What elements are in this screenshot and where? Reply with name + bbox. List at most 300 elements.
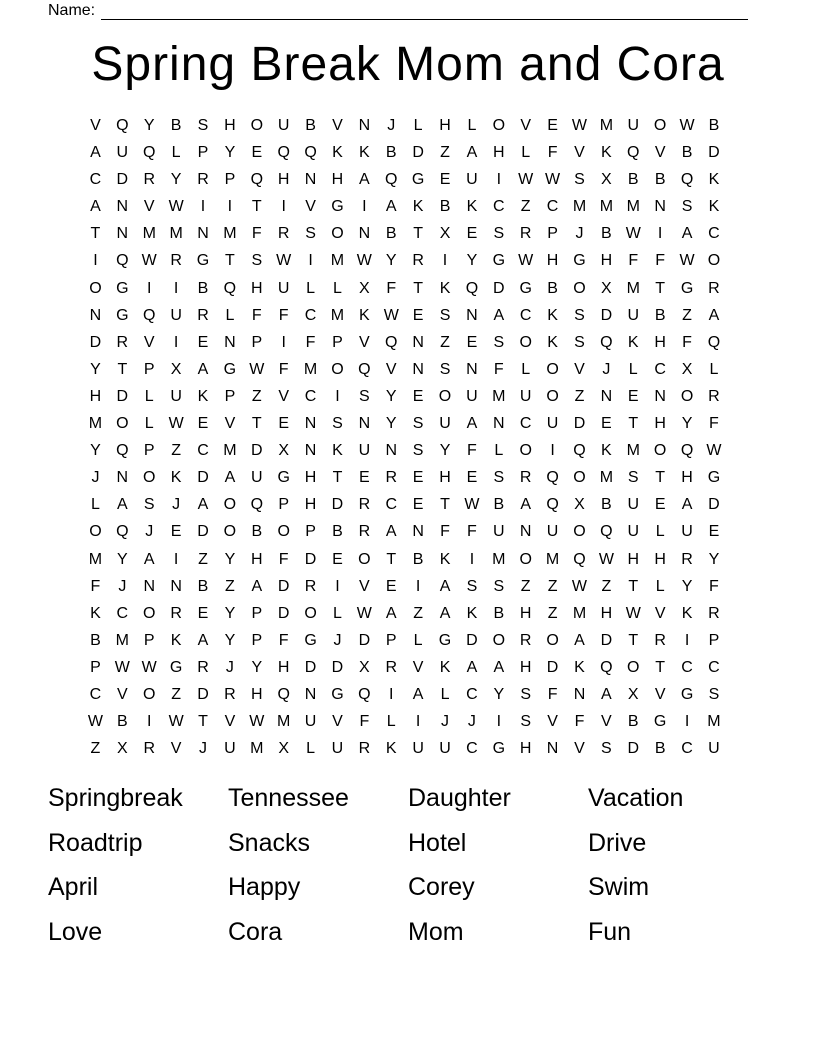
- grid-letter: F: [547, 685, 558, 703]
- grid-letter: S: [412, 415, 424, 433]
- grid-letter: X: [681, 360, 693, 378]
- grid-letter: R: [519, 469, 532, 487]
- grid-letter: H: [439, 117, 451, 134]
- grid-letter: C: [89, 685, 102, 703]
- grid-letter: W: [114, 658, 130, 676]
- grid-letter: I: [200, 198, 206, 216]
- grid-letter: V: [117, 685, 128, 703]
- grid-letter: I: [173, 279, 179, 297]
- grid-letter: S: [359, 387, 370, 405]
- grid-letter: C: [708, 658, 720, 676]
- grid-letter: M: [223, 225, 237, 243]
- grid-letter: E: [359, 469, 370, 487]
- grid-letter: S: [520, 685, 532, 703]
- grid-letter: T: [225, 252, 235, 270]
- grid-letter: S: [493, 225, 505, 243]
- grid-letter: E: [439, 171, 451, 189]
- grid-letter: J: [333, 631, 342, 649]
- grid-letter: J: [91, 469, 100, 487]
- grid-letter: N: [466, 360, 478, 378]
- grid-letter: W: [276, 252, 292, 270]
- grid-letter: M: [599, 198, 614, 216]
- grid-letter: Z: [547, 604, 558, 622]
- grid-letter: M: [303, 360, 318, 378]
- grid-letter: N: [116, 198, 129, 216]
- grid-letter: X: [601, 279, 612, 297]
- grid-letter: D: [493, 279, 505, 297]
- grid-letter: V: [601, 713, 612, 731]
- grid-letter: S: [466, 577, 478, 595]
- grid-letter: U: [412, 740, 424, 758]
- grid-letter: V: [574, 740, 585, 758]
- grid-letter: V: [547, 713, 558, 731]
- grid-letter: E: [412, 387, 424, 405]
- grid-letter: Y: [466, 252, 478, 270]
- grid-letter: A: [251, 577, 263, 595]
- grid-letter: Z: [574, 387, 585, 405]
- grid-letter: U: [224, 740, 236, 758]
- grid-letter: V: [305, 198, 316, 216]
- grid-letter: B: [385, 225, 397, 243]
- grid-letter: I: [469, 550, 475, 568]
- grid-letter: O: [89, 279, 102, 297]
- page-title: Spring Break Mom and Cora: [91, 38, 725, 91]
- grid-letter: U: [331, 740, 344, 758]
- grid-letter: M: [142, 225, 156, 243]
- grid-letter: W: [356, 604, 372, 622]
- grid-letter: N: [304, 442, 317, 460]
- grid-letter: T: [332, 469, 343, 487]
- grid-letter: Z: [440, 333, 450, 351]
- grid-letter: A: [412, 685, 424, 703]
- grid-letter: P: [251, 631, 263, 649]
- grid-letter: C: [466, 740, 478, 758]
- grid-letter: I: [281, 198, 286, 216]
- grid-letter: Q: [385, 171, 398, 189]
- grid-letter: W: [141, 252, 157, 270]
- name-blank-line: [101, 5, 748, 20]
- grid-letter: T: [198, 713, 208, 731]
- grid-letter: O: [653, 442, 667, 460]
- grid-letter: K: [708, 198, 720, 216]
- grid-letter: L: [386, 713, 396, 731]
- grid-letter: F: [305, 333, 316, 351]
- grid-letter: L: [494, 442, 504, 460]
- grid-letter: A: [197, 631, 209, 649]
- grid-letter: O: [573, 279, 586, 297]
- grid-letter: X: [439, 225, 451, 243]
- grid-letter: O: [573, 469, 586, 487]
- grid-letter: H: [681, 469, 693, 487]
- word-bank-item: Love: [48, 917, 103, 946]
- grid-letter: W: [571, 577, 588, 595]
- grid-letter: N: [143, 577, 155, 595]
- grid-letter: W: [571, 117, 588, 134]
- grid-letter: O: [546, 631, 559, 649]
- grid-letter: G: [116, 279, 129, 297]
- grid-letter: E: [197, 415, 209, 433]
- grid-letter: Q: [358, 360, 371, 378]
- grid-letter: O: [680, 387, 694, 405]
- grid-letter: Q: [116, 252, 129, 270]
- grid-letter: Q: [600, 523, 613, 541]
- grid-letter: N: [412, 523, 424, 541]
- grid-letter: R: [197, 171, 209, 189]
- grid-letter: N: [546, 740, 559, 758]
- grid-letter: Z: [198, 550, 208, 568]
- grid-letter: F: [547, 144, 558, 162]
- grid-letter: W: [625, 604, 641, 622]
- grid-letter: T: [413, 225, 424, 243]
- grid-letter: O: [331, 360, 344, 378]
- grid-letter: G: [438, 631, 452, 649]
- grid-letter: N: [385, 442, 398, 460]
- grid-letter: O: [492, 117, 506, 134]
- grid-letter: R: [654, 631, 666, 649]
- grid-letter: G: [304, 631, 317, 649]
- word-bank-item: Roadtrip: [48, 828, 143, 857]
- grid-letter: L: [655, 523, 665, 541]
- grid-letter: G: [331, 198, 344, 216]
- grid-letter: N: [358, 117, 371, 134]
- grid-letter: U: [519, 387, 532, 405]
- grid-letter: K: [359, 144, 370, 162]
- grid-letter: H: [304, 469, 317, 487]
- grid-letter: M: [492, 387, 506, 405]
- grid-letter: L: [521, 144, 531, 162]
- grid-letter: X: [117, 740, 128, 758]
- grid-letter: L: [709, 360, 719, 378]
- grid-letter: V: [143, 198, 155, 216]
- grid-letter: Z: [90, 740, 101, 758]
- grid-letter: N: [116, 469, 129, 487]
- grid-letter: A: [466, 415, 478, 433]
- grid-letter: H: [277, 171, 290, 189]
- grid-letter: I: [93, 252, 98, 270]
- grid-letter: O: [143, 685, 156, 703]
- grid-letter: G: [169, 658, 183, 676]
- grid-letter: N: [466, 306, 478, 324]
- grid-letter: A: [385, 604, 397, 622]
- grid-letter: K: [466, 198, 478, 216]
- grid-letter: F: [90, 577, 101, 595]
- grid-letter: P: [251, 333, 263, 351]
- grid-letter: V: [332, 117, 343, 134]
- grid-letter: S: [627, 469, 639, 487]
- grid-letter: T: [628, 577, 639, 595]
- grid-letter: L: [333, 279, 342, 297]
- grid-letter: C: [304, 306, 317, 324]
- grid-letter: I: [147, 279, 152, 297]
- grid-letter: T: [251, 415, 262, 433]
- grid-letter: D: [89, 333, 102, 351]
- grid-letter: F: [386, 279, 397, 297]
- grid-letter: S: [197, 117, 209, 134]
- grid-letter: Y: [224, 550, 236, 568]
- grid-letter: E: [412, 496, 424, 514]
- grid-letter: D: [277, 577, 290, 595]
- grid-letter: B: [90, 631, 101, 649]
- grid-letter: Q: [573, 550, 586, 568]
- grid-letter: P: [143, 442, 155, 460]
- grid-letter: L: [413, 117, 423, 134]
- grid-letter: H: [654, 415, 666, 433]
- grid-letter: F: [467, 442, 477, 460]
- grid-letter: L: [306, 279, 316, 297]
- grid-letter: C: [197, 442, 209, 460]
- grid-letter: W: [679, 252, 695, 270]
- grid-letter: B: [251, 523, 263, 541]
- word-bank-item: Swim: [588, 873, 650, 901]
- grid-letter: E: [278, 415, 290, 433]
- grid-letter: H: [519, 604, 532, 622]
- word-bank-item: Springbreak: [48, 784, 183, 812]
- grid-letter: K: [170, 469, 182, 487]
- grid-letter: G: [653, 713, 667, 731]
- grid-letter: V: [359, 577, 370, 595]
- grid-letter: O: [223, 523, 237, 541]
- grid-letter: J: [602, 360, 611, 378]
- grid-letter: F: [574, 713, 585, 731]
- grid-letter: U: [439, 415, 451, 433]
- grid-letter: M: [330, 306, 345, 324]
- grid-letter: H: [654, 550, 666, 568]
- grid-letter: B: [654, 740, 666, 758]
- grid-letter: B: [681, 144, 693, 162]
- grid-letter: D: [546, 658, 559, 676]
- grid-letter: A: [466, 658, 478, 676]
- grid-letter: Y: [385, 387, 397, 405]
- grid-letter: M: [277, 713, 291, 731]
- grid-letter: A: [197, 496, 209, 514]
- grid-letter: Q: [546, 469, 559, 487]
- grid-letter: B: [332, 523, 343, 541]
- grid-letter: A: [439, 604, 451, 622]
- grid-letter: J: [387, 117, 396, 134]
- grid-letter: V: [654, 144, 666, 162]
- grid-letter: K: [439, 658, 451, 676]
- grid-letter: R: [304, 577, 317, 595]
- grid-letter: W: [168, 713, 184, 731]
- grid-letter: N: [197, 225, 209, 243]
- grid-letter: D: [116, 387, 129, 405]
- grid-letter: D: [304, 550, 317, 568]
- grid-letter: O: [653, 117, 667, 134]
- grid-letter: G: [196, 252, 210, 270]
- grid-letter: K: [574, 658, 585, 676]
- grid-letter: D: [573, 415, 586, 433]
- grid-letter: R: [224, 685, 236, 703]
- word-bank-item: Corey: [408, 873, 475, 901]
- grid-letter: U: [627, 523, 640, 541]
- grid-letter: S: [412, 442, 424, 460]
- grid-letter: X: [278, 740, 290, 758]
- grid-letter: K: [385, 740, 397, 758]
- grid-letter: I: [173, 333, 179, 351]
- grid-letter: A: [493, 658, 505, 676]
- grid-letter: B: [117, 713, 128, 731]
- grid-letter: S: [305, 225, 316, 243]
- grid-letter: H: [304, 496, 317, 514]
- grid-letter: K: [466, 604, 478, 622]
- grid-letter: H: [251, 550, 263, 568]
- grid-letter: K: [439, 279, 451, 297]
- grid-letter: F: [493, 360, 504, 378]
- grid-letter: G: [492, 252, 506, 270]
- grid-letter: S: [708, 685, 720, 703]
- grid-letter: J: [575, 225, 584, 243]
- grid-letter: S: [439, 306, 451, 324]
- grid-letter: L: [467, 117, 477, 134]
- grid-letter: I: [550, 442, 555, 460]
- grid-letter: Q: [385, 333, 398, 351]
- grid-letter: Y: [708, 550, 720, 568]
- word-bank-item: April: [48, 873, 99, 901]
- name-label: Name:: [48, 2, 96, 19]
- grid-letter: U: [277, 117, 290, 134]
- grid-letter: O: [223, 496, 237, 514]
- grid-letter: I: [281, 333, 286, 351]
- grid-letter: F: [278, 360, 289, 378]
- grid-letter: Y: [224, 631, 236, 649]
- word-bank-item: Fun: [588, 917, 632, 946]
- grid-letter: Z: [547, 577, 558, 595]
- grid-letter: D: [116, 171, 129, 189]
- grid-letter: Y: [224, 144, 236, 162]
- grid-letter: V: [654, 685, 666, 703]
- grid-letter: V: [278, 387, 290, 405]
- grid-letter: Y: [90, 360, 101, 378]
- grid-letter: B: [601, 225, 612, 243]
- grid-letter: L: [440, 685, 450, 703]
- grid-letter: E: [197, 333, 209, 351]
- grid-letter: V: [224, 415, 236, 433]
- grid-letter: U: [546, 523, 559, 541]
- grid-letter: I: [415, 713, 421, 731]
- grid-letter: C: [708, 225, 720, 243]
- grid-letter: S: [493, 333, 505, 351]
- grid-letter: F: [278, 550, 289, 568]
- grid-letter: Q: [546, 496, 559, 514]
- grid-letter: L: [521, 360, 531, 378]
- grid-letter: F: [278, 631, 289, 649]
- grid-letter: M: [626, 279, 640, 297]
- grid-letter: T: [628, 415, 639, 433]
- grid-letter: K: [547, 306, 558, 324]
- grid-letter: E: [412, 469, 424, 487]
- grid-letter: W: [249, 360, 265, 378]
- grid-letter: B: [197, 577, 209, 595]
- grid-letter: D: [251, 442, 263, 460]
- grid-letter: O: [358, 550, 371, 568]
- grid-letter: V: [412, 658, 424, 676]
- grid-letter: H: [439, 469, 451, 487]
- grid-letter: Y: [251, 658, 263, 676]
- grid-letter: S: [574, 306, 585, 324]
- grid-letter: Z: [682, 306, 692, 324]
- grid-letter: B: [305, 117, 316, 134]
- word-bank-item: Happy: [228, 873, 301, 901]
- grid-letter: R: [708, 387, 720, 405]
- grid-letter: I: [147, 713, 152, 731]
- word-bank-item: Tennessee: [228, 784, 349, 812]
- grid-letter: D: [277, 604, 290, 622]
- grid-letter: Q: [116, 523, 129, 541]
- grid-letter: Y: [493, 685, 505, 703]
- grid-letter: O: [546, 387, 559, 405]
- grid-letter: G: [277, 469, 290, 487]
- grid-letter: P: [197, 144, 209, 162]
- grid-letter: N: [358, 225, 371, 243]
- grid-letter: U: [439, 740, 451, 758]
- grid-letter: B: [654, 171, 666, 189]
- grid-letter: P: [305, 523, 316, 541]
- grid-letter: I: [684, 713, 690, 731]
- grid-letter: C: [89, 171, 102, 189]
- grid-letter: O: [519, 333, 532, 351]
- grid-letter: Y: [117, 550, 128, 568]
- grid-letter: U: [681, 523, 693, 541]
- grid-letter: S: [439, 360, 451, 378]
- grid-letter: D: [358, 631, 371, 649]
- grid-letter: P: [224, 387, 236, 405]
- grid-letter: O: [277, 523, 290, 541]
- grid-letter: X: [574, 496, 585, 514]
- grid-letter: K: [170, 631, 182, 649]
- grid-letter: B: [627, 171, 639, 189]
- grid-letter: Q: [573, 442, 586, 460]
- grid-letter: Z: [225, 577, 235, 595]
- grid-letter: F: [440, 523, 450, 541]
- grid-letter: H: [493, 144, 505, 162]
- grid-letter: M: [572, 604, 587, 622]
- grid-letter: U: [358, 442, 371, 460]
- grid-letter: A: [601, 685, 612, 703]
- grid-letter: B: [439, 198, 451, 216]
- grid-letter: O: [546, 360, 559, 378]
- grid-letter: N: [600, 387, 613, 405]
- grid-letter: U: [170, 306, 182, 324]
- grid-letter: F: [628, 252, 639, 270]
- grid-letter: Y: [385, 252, 397, 270]
- grid-letter: O: [331, 225, 344, 243]
- grid-letter: V: [143, 333, 155, 351]
- grid-letter: I: [415, 577, 421, 595]
- grid-letter: R: [385, 469, 398, 487]
- grid-letter: J: [441, 713, 450, 731]
- grid-letter: D: [466, 631, 478, 649]
- grid-letter: U: [546, 415, 559, 433]
- grid-letter: V: [170, 740, 182, 758]
- grid-letter: K: [547, 333, 558, 351]
- grid-letter: A: [439, 577, 451, 595]
- grid-letter: H: [546, 252, 559, 270]
- grid-letter: X: [359, 279, 370, 297]
- grid-letter: H: [600, 604, 613, 622]
- grid-letter: F: [251, 306, 262, 324]
- grid-letter: N: [573, 685, 586, 703]
- grid-letter: R: [197, 306, 209, 324]
- grid-letter: F: [655, 252, 666, 270]
- grid-letter: Q: [465, 279, 479, 297]
- grid-letter: H: [519, 658, 532, 676]
- grid-letter: C: [493, 198, 505, 216]
- grid-letter: S: [493, 577, 505, 595]
- grid-letter: Z: [520, 577, 531, 595]
- grid-letter: U: [708, 740, 720, 758]
- grid-letter: P: [143, 631, 155, 649]
- grid-letter: B: [385, 144, 397, 162]
